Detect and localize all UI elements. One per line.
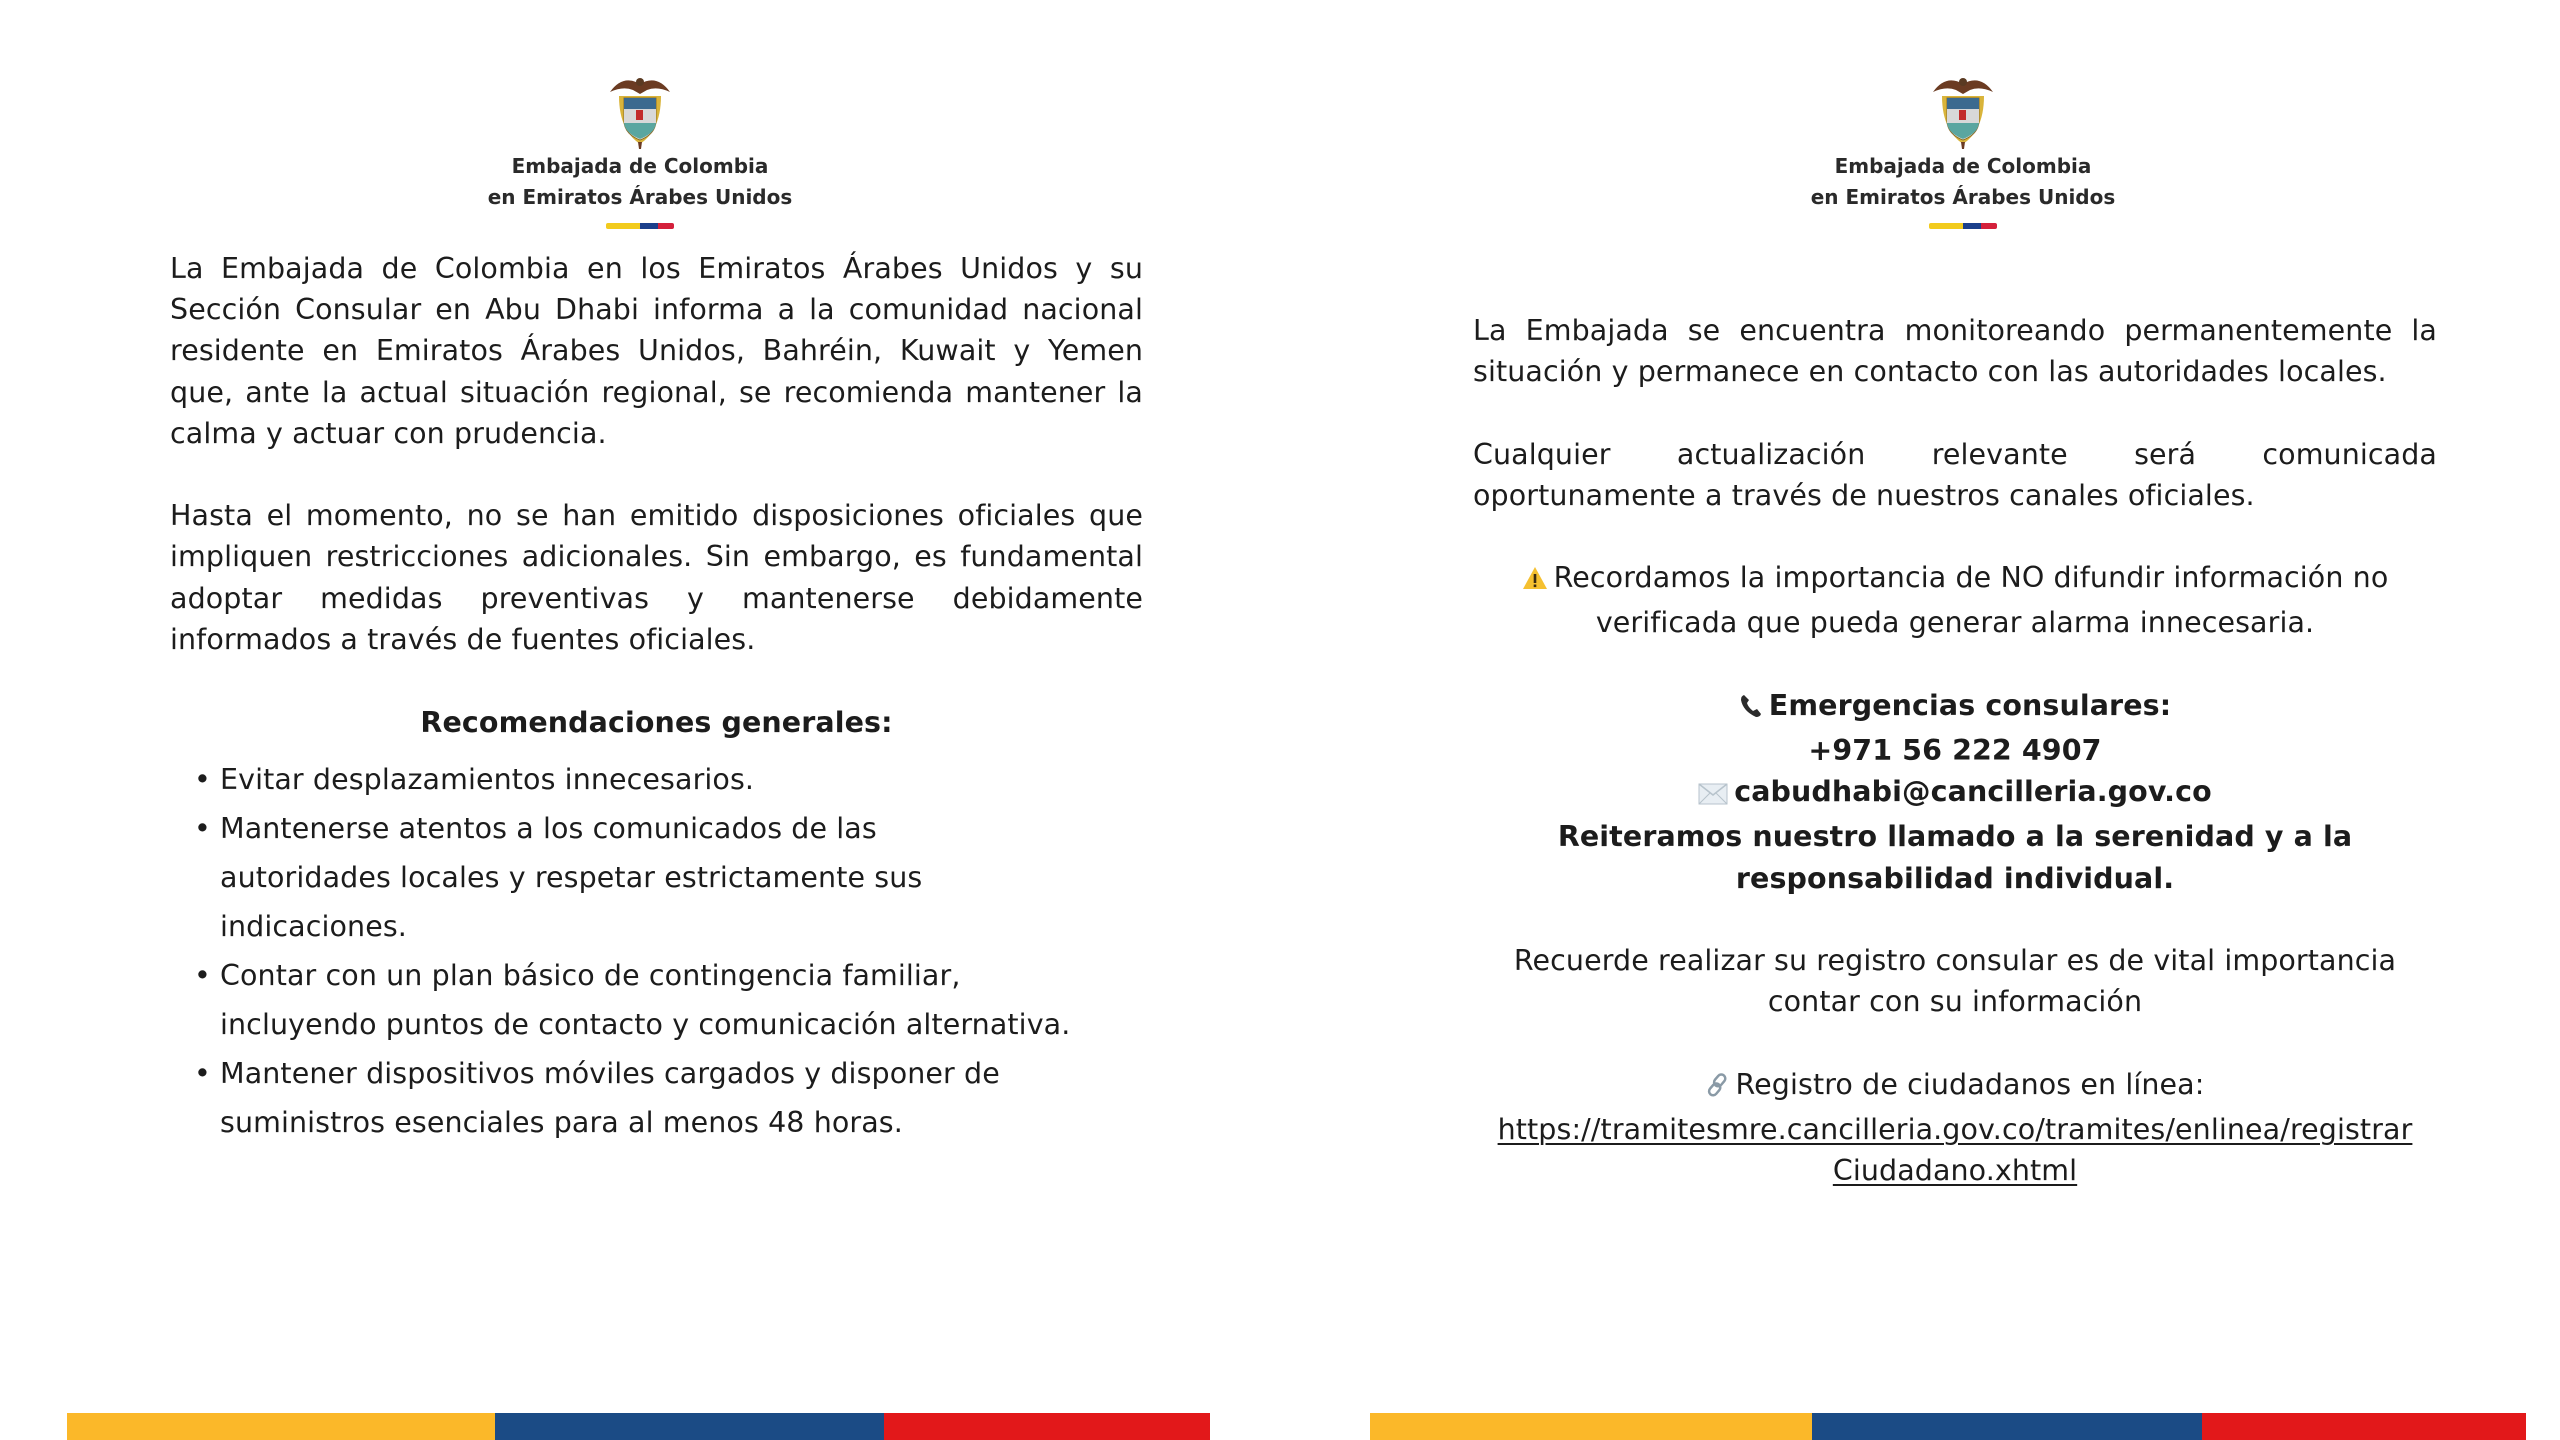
left-page-content — [170, 248, 1143, 1147]
bullet-icon: • — [194, 959, 211, 993]
recommendations-heading: Recomendaciones generales: — [420, 706, 893, 740]
bullet-icon: • — [194, 1057, 211, 1091]
embassy-name-line2: en Emiratos Árabes Unidos — [1810, 185, 2116, 209]
embassy-name-line1: Embajada de Colombia — [1834, 154, 2092, 178]
embassy-name-line1: Embajada de Colombia — [511, 154, 769, 178]
warning-notice: Recordamos la importancia de NO difundir información no verificada que pueda generar alarma innecesaria. — [1473, 557, 2437, 643]
registration-url — [1473, 1109, 2437, 1191]
emergency-phone-link[interactable]: +971 56 222 4907 — [1808, 733, 2102, 767]
colombia-coat-of-arms-icon — [1928, 70, 1998, 150]
intro-paragraph: La Embajada de Colombia en los Emiratos Árabes Unidos y su Sección Consular en Abu Dhabi informa a la comunidad nacional residente en Emiratos Árabes Unidos, Bahréin, Kuwait y Yemen que, ante la actual situación regional, se recomienda mantener la calma y actuar con prudencia. — [170, 252, 1143, 450]
colombia-flag-stripe — [606, 223, 674, 229]
link-icon — [1706, 1068, 1730, 1109]
list-item: • Contar con un plan básico de contingencia familiar, incluyendo puntos de contacto y comunicación alternativa. — [170, 951, 1100, 1049]
registration-reminder: Recuerde realizar su registro consular es de vital importancia contar con su información — [1513, 943, 2397, 1019]
embassy-name-line2: en Emiratos Árabes Unidos — [487, 185, 793, 209]
email-icon — [1698, 775, 1728, 816]
right-page — [1280, 0, 2560, 1440]
registration-url-link[interactable]: https://tramitesmre.cancilleria.gov.co/tramites/enlinea/registrar — [1497, 1112, 2413, 1146]
colombia-flag-stripe — [1929, 223, 1997, 229]
emergency-contact-block — [1473, 685, 2437, 899]
registration-label: Registro de ciudadanos en línea: — [1473, 1064, 2437, 1109]
list-item: • Mantener dispositivos móviles cargados y disponer de suministros esenciales para al menos 48 horas. — [170, 1049, 1150, 1147]
list-item: • Evitar desplazamientos innecesarios. — [170, 755, 1080, 804]
email-line — [1473, 771, 2437, 816]
warning-icon — [1522, 561, 1548, 602]
colombia-flag-footer-bar — [1370, 1413, 2526, 1440]
recommendations-list — [170, 755, 1143, 1147]
phone-icon — [1739, 689, 1763, 730]
status-paragraph: Hasta el momento, no se han emitido disposiciones oficiales que impliquen restricciones adicionales. Sin embargo, es fundamental adoptar medidas preventivas y mantenerse debidamente informados a través de fuentes oficiales. — [170, 499, 1143, 656]
colombia-coat-of-arms-icon — [605, 70, 675, 150]
right-page-content — [1473, 310, 2437, 1191]
emergency-label: Emergencias consulares: — [1473, 685, 2437, 730]
bullet-icon: • — [194, 763, 211, 797]
embassy-header — [1763, 70, 2163, 229]
monitoring-paragraph: La Embajada se encuentra monitoreando permanentemente la situación y permanece en contacto con las autoridades locales. — [1473, 314, 2437, 389]
updates-paragraph: Cualquier actualización relevante será comunicada oportunamente a través de nuestros canales oficiales. — [1473, 437, 2437, 512]
embassy-header — [440, 70, 840, 229]
email-link[interactable]: cabudhabi@cancilleria.gov.co — [1734, 775, 2212, 809]
bullet-icon: • — [194, 812, 211, 846]
closing-statement: Reiteramos nuestro llamado a la serenidad y a la responsabilidad individual. — [1557, 820, 2353, 895]
list-item: • Mantenerse atentos a los comunicados de las autoridades locales y respetar estrictamente sus indicaciones. — [170, 804, 1000, 951]
colombia-flag-footer-bar — [67, 1413, 1210, 1440]
registration-url-link-continued[interactable]: Ciudadano.xhtml — [1832, 1153, 2078, 1187]
